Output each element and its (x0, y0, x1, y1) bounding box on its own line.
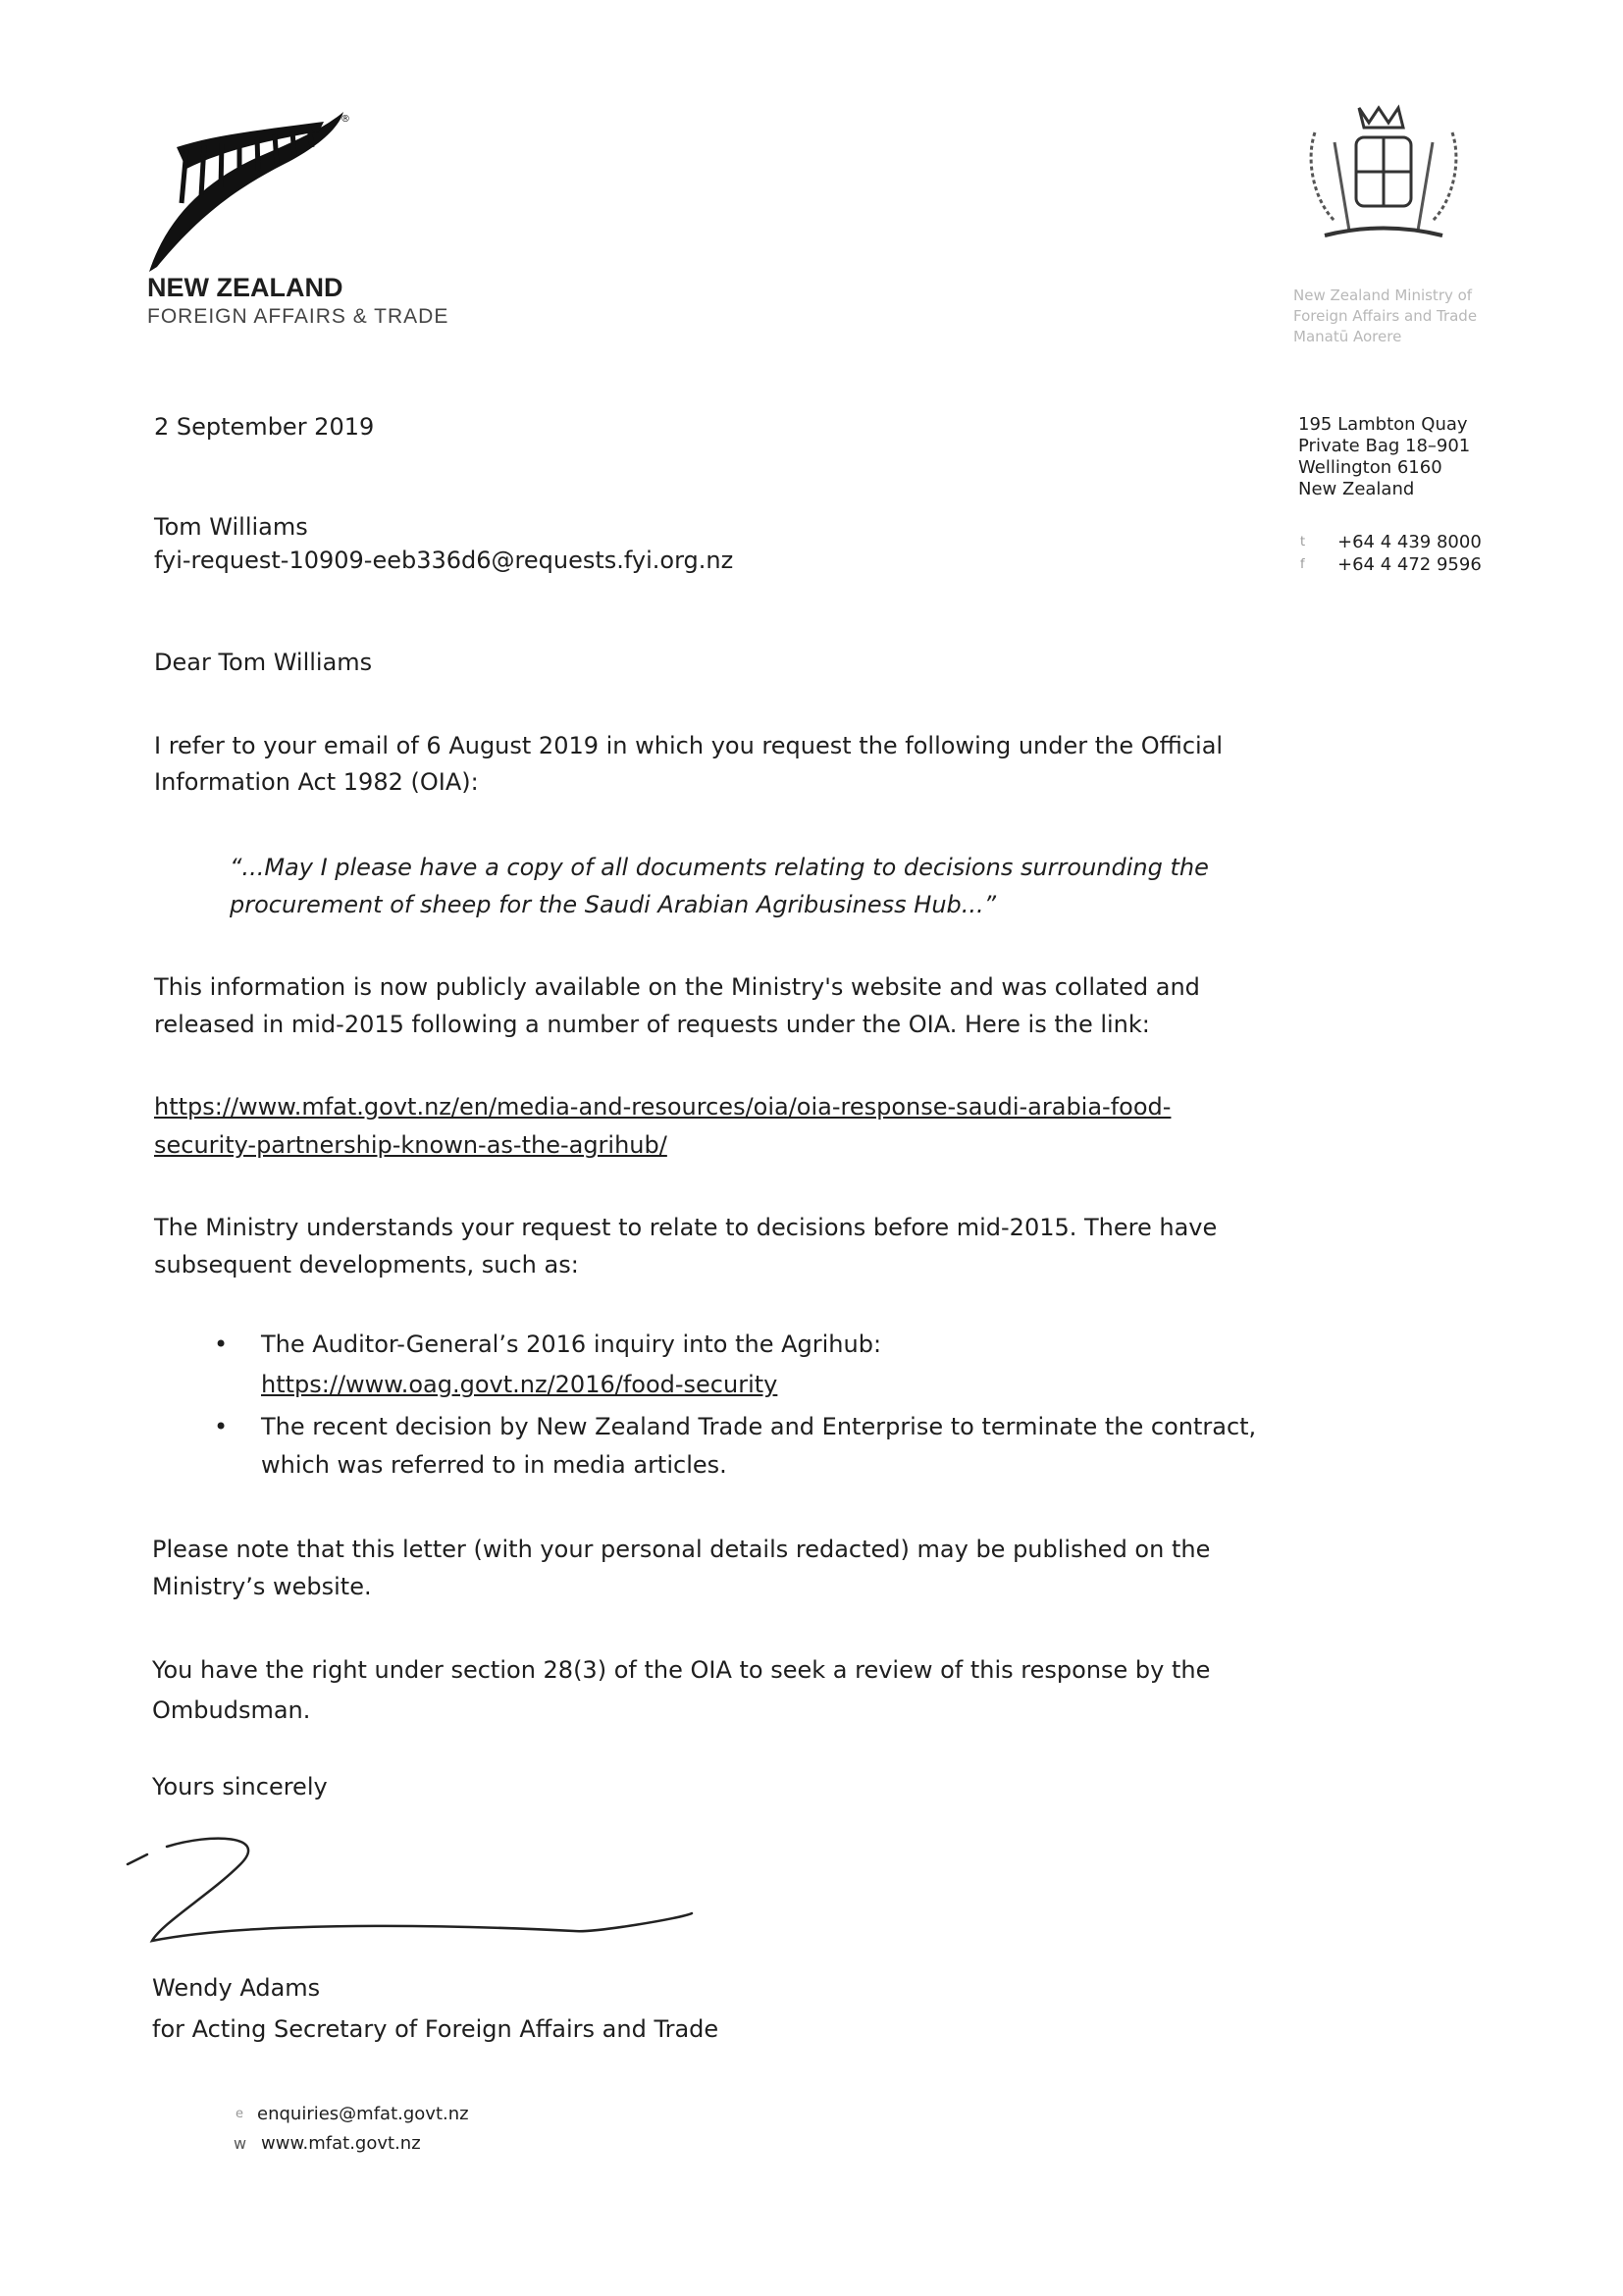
ministry-name-line: Foreign Affairs and Trade (1293, 307, 1478, 325)
signatory-name: Wendy Adams (152, 1974, 321, 2002)
request-quote-line: “...May I please have a copy of all documents relating to decisions surrounding the (230, 854, 1209, 881)
bullet-icon: • (214, 1331, 229, 1358)
paragraph-2-line: released in mid-2015 following a number of requests under the OIA. Here is the link: (154, 1011, 1150, 1038)
address-line: 195 Lambton Quay (1298, 414, 1468, 435)
address-line: Private Bag 18–901 (1298, 436, 1471, 456)
bullet-icon: • (214, 1413, 229, 1440)
fax-number: +64 4 472 9596 (1337, 554, 1482, 575)
request-quote-line: procurement of sheep for the Saudi Arabian Agribusiness Hub...” (230, 891, 997, 918)
address-line: Wellington 6160 (1298, 457, 1442, 478)
paragraph-1-line: Information Act 1982 (OIA): (154, 768, 479, 796)
paragraph-4-line: Ministry’s website. (152, 1573, 372, 1600)
logo-line1: NEW ZEALAND (147, 273, 343, 302)
letter-date: 2 September 2019 (154, 413, 375, 441)
recipient-email: fyi-request-10909-eeb336d6@requests.fyi.org.nz (154, 547, 734, 574)
ministry-name-line: Manatū Aorere (1293, 328, 1402, 345)
footer-email[interactable]: enquiries@mfat.govt.nz (257, 2104, 469, 2124)
email-label: e (236, 2107, 243, 2121)
paragraph-5-line: Ombudsman. (152, 1696, 311, 1724)
bullet-2-text: The recent decision by New Zealand Trade and Enterprise to terminate the contract, (261, 1413, 1257, 1440)
address-line: New Zealand (1298, 479, 1415, 499)
paragraph-3-line: subsequent developments, such as: (154, 1251, 579, 1278)
silver-fern-logo (147, 110, 353, 277)
web-label: w (234, 2134, 247, 2153)
paragraph-1-line: I refer to your email of 6 August 2019 in which you request the following under the Official (154, 732, 1224, 759)
ministry-name-line: New Zealand Ministry of (1293, 287, 1473, 304)
paragraph-3-line: The Ministry understands your request to relate to decisions before mid-2015. There have (154, 1214, 1218, 1241)
phone-number: +64 4 439 8000 (1337, 532, 1482, 552)
coat-of-arms-icon (1295, 103, 1472, 250)
fax-label: f (1300, 557, 1305, 572)
paragraph-5-line: You have the right under section 28(3) of the OIA to seek a review of this response by the (152, 1656, 1211, 1684)
bullet-2-text: which was referred to in media articles. (261, 1451, 727, 1479)
mfat-oia-link[interactable]: security-partnership-known-as-the-agrihub/ (154, 1131, 667, 1159)
paragraph-2-line: This information is now publicly available on the Ministry's website and was collated and (154, 973, 1200, 1001)
mfat-oia-link[interactable]: https://www.mfat.govt.nz/en/media-and-resources/oia/oia-response-saudi-arabia-food- (154, 1093, 1172, 1121)
oag-link[interactable]: https://www.oag.govt.nz/2016/food-security (261, 1371, 778, 1398)
closing: Yours sincerely (152, 1773, 328, 1800)
phone-label: t (1300, 535, 1306, 549)
logo-line2: FOREIGN AFFAIRS & TRADE (147, 305, 449, 328)
signatory-title: for Acting Secretary of Foreign Affairs and Trade (152, 2015, 719, 2043)
bullet-1-text: The Auditor-General’s 2016 inquiry into the Agrihub: (261, 1331, 882, 1358)
recipient-name: Tom Williams (154, 513, 308, 541)
signature (123, 1825, 702, 1953)
footer-website[interactable]: www.mfat.govt.nz (261, 2133, 421, 2154)
salutation: Dear Tom Williams (154, 649, 373, 676)
registered-mark: ® (340, 114, 350, 125)
paragraph-4-line: Please note that this letter (with your personal details redacted) may be published on the (152, 1536, 1211, 1563)
